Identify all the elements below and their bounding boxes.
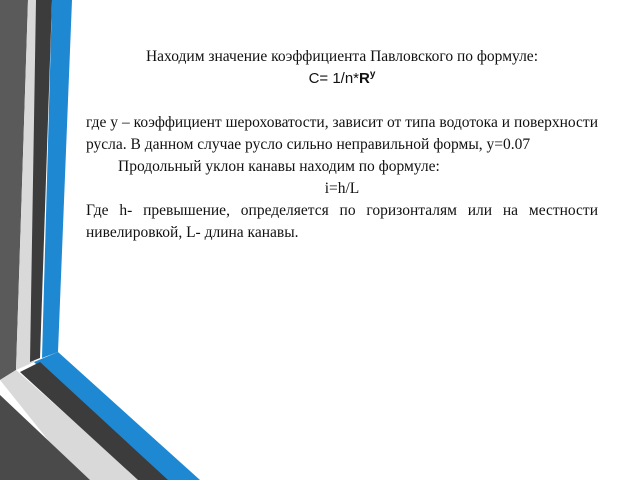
- formula-exponent: y: [369, 69, 376, 80]
- definition-paragraph: Где h- превышение, определяется по горизонталям или на местности нивелировкой, L- длина канавы.: [86, 202, 598, 241]
- heading-text: Находим значение коэффициента Павловского по формуле:: [145, 48, 538, 65]
- spacer: [86, 90, 598, 112]
- formula-r: R: [359, 70, 370, 87]
- roughness-paragraph: где y – коэффициент шероховатости, зависит от типа водотока и поверхности русла. В данном случае русло сильно неправильной формы, y=0.07: [86, 114, 598, 153]
- pavlovsky-formula: [86, 68, 598, 90]
- slope-formula: i=h/L: [324, 180, 360, 197]
- slide-content: [86, 46, 598, 244]
- slope-intro: Продольный уклон канавы находим по формуле:: [118, 158, 440, 175]
- formula-main: C= 1/n*: [308, 70, 360, 87]
